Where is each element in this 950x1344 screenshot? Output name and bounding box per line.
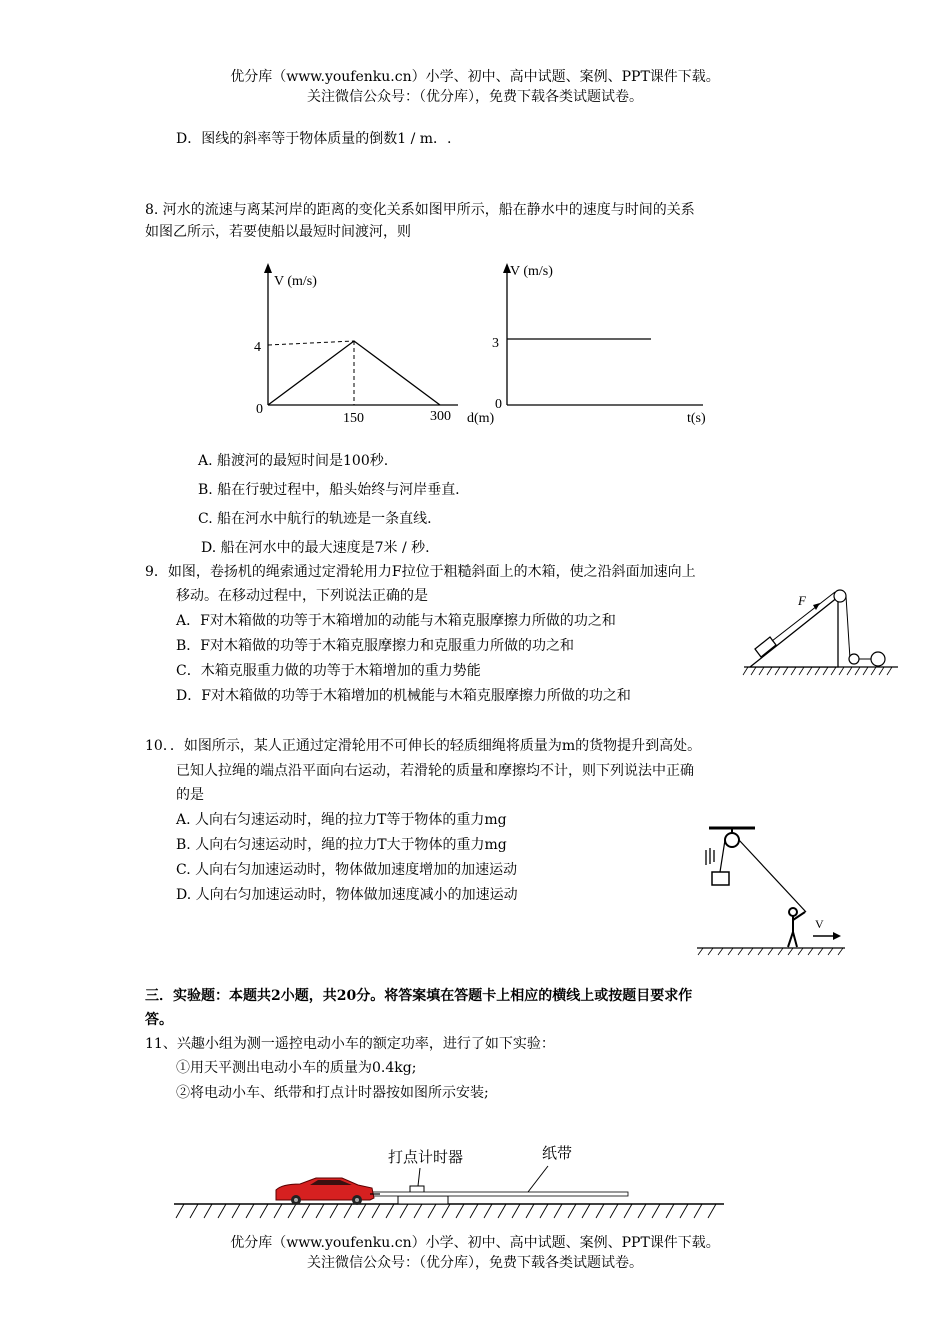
- q10-stem-1: 10．．如图所示，某人正通过定滑轮用不可伸长的轻质细绳将质量为m的货物提升到高处。: [145, 738, 702, 754]
- q8-graph-a: [240, 255, 510, 435]
- velocity-arrowhead: [833, 932, 841, 940]
- q9-stem-1: 9．如图，卷扬机的绳索通过定滑轮用力F拉位于粗糙斜面上的木箱，使之沿斜面加速向上: [145, 564, 696, 580]
- q9-option-d: D．F对木箱做的功等于木箱增加的机械能与木箱克服摩擦力所做的功之和: [176, 688, 631, 704]
- timer-pointer: [418, 1168, 420, 1186]
- graph-a-ylabel: V (m/s): [274, 274, 317, 289]
- header-line-1: 优分库（www.youfenku.cn）小学、初中、高中试题、案例、PPT课件下载。: [230, 69, 720, 85]
- track-hatch: [176, 1204, 716, 1218]
- velocity-label: V: [815, 917, 824, 931]
- rope-to-cargo: [720, 840, 725, 872]
- q8-option-d: D. 船在河水中的最大速度是7米 / 秒.: [201, 540, 430, 556]
- winch-wheel: [871, 652, 885, 666]
- q11-step-2: ②将电动小车、纸带和打点计时器按如图所示安装;: [176, 1085, 489, 1101]
- q9-incline-figure: [742, 585, 902, 677]
- q7-option-d: D．图线的斜率等于物体质量的倒数1 / m．.: [176, 131, 452, 147]
- q9-option-a: A．F对木箱做的功等于木箱增加的动能与木箱克服摩擦力所做的功之和: [176, 613, 616, 629]
- q11-setup-figure: [170, 1138, 730, 1224]
- floor-hatch: [698, 948, 843, 955]
- graph-a-origin: 0: [256, 402, 263, 417]
- pulley: [834, 590, 846, 602]
- force-label: F: [798, 593, 806, 608]
- paper-tape: [370, 1192, 628, 1196]
- force-arrow: [813, 603, 820, 610]
- graph-b-origin: 0: [495, 397, 502, 412]
- q10-option-b: B. 人向右匀速运动时，绳的拉力T大于物体的重力mg: [176, 837, 507, 853]
- hanging-figure: [706, 848, 714, 865]
- graph-a-xlabel: d(m): [467, 411, 495, 426]
- q10-stem-3: 的是: [176, 787, 204, 803]
- q8-graph-b: [485, 255, 725, 435]
- q10-pulley-figure: [695, 820, 855, 965]
- label-timer: 打点计时器: [388, 1150, 464, 1166]
- q10-stem-2: 已知人拉绳的端点沿平面向右运动，若滑轮的质量和摩擦均不计，则下列说法中正确: [176, 763, 694, 779]
- electric-car: [276, 1178, 380, 1205]
- header-line-2: 关注微信公众号：（优分库），免费下载各类试题试卷。: [307, 89, 643, 105]
- incline: [750, 597, 838, 667]
- section3-title-1: 三．实验题：本题共2小题，共20分。将答案填在答题卡上相应的横线上或按题目要求作: [145, 988, 693, 1004]
- graph-b-ytick: 3: [492, 336, 499, 351]
- pulley-wheel: [725, 833, 739, 847]
- q8-option-c: C. 船在河水中航行的轨迹是一条直线.: [198, 511, 432, 527]
- q8-stem-1: 8. 河水的流速与离某河岸的距离的变化关系如图甲所示，船在静水中的速度与时间的关系: [145, 202, 695, 218]
- q9-stem-2: 移动。在移动过程中，下列说法正确的是: [176, 588, 428, 604]
- q8-stem-2: 如图乙所示，若要使船以最短时间渡河，则: [145, 224, 411, 240]
- q8-option-b: B. 船在行驶过程中，船头始终与河岸垂直.: [198, 482, 460, 498]
- person-figure: [788, 908, 805, 947]
- label-tape: 纸带: [542, 1146, 573, 1162]
- footer-line-2: 关注微信公众号：（优分库），免费下载各类试题试卷。: [307, 1255, 643, 1271]
- graph-a-xtick-300: 300: [430, 409, 451, 424]
- cargo-box: [712, 872, 729, 885]
- graph-a-xtick-150: 150: [343, 411, 364, 426]
- q9-option-c: C．木箱克服重力做的功等于木箱增加的重力势能: [176, 663, 481, 679]
- winch-drum: [849, 654, 859, 664]
- graph-a-y-arrow: [264, 263, 272, 273]
- graph-b-ylabel: V (m/s): [510, 264, 553, 279]
- q8-option-a: A. 船渡河的最短时间是100秒.: [198, 453, 389, 469]
- q10-option-a: A. 人向右匀速运动时，绳的拉力T等于物体的重力mg: [176, 812, 507, 828]
- rope-down: [846, 596, 850, 659]
- q11-step-1: ①用天平测出电动小车的质量为0.4kg;: [176, 1060, 417, 1076]
- graph-a-ytick: 4: [254, 340, 261, 355]
- footer-line-1: 优分库（www.youfenku.cn）小学、初中、高中试题、案例、PPT课件下载。: [230, 1235, 720, 1251]
- ground-hatch: [743, 667, 892, 675]
- q11-stem: 11、兴趣小组为测一遥控电动小车的额定功率，进行了如下实验：: [145, 1036, 555, 1052]
- q10-option-c: C. 人向右匀加速运动时，物体做加速度增加的加速运动: [176, 862, 518, 878]
- tape-pointer: [528, 1166, 548, 1192]
- section3-title-2: 答。: [145, 1012, 173, 1028]
- rope-to-person: [739, 840, 806, 912]
- graph-a-dash-h: [268, 341, 354, 345]
- timer-base: [398, 1196, 448, 1204]
- q10-option-d: D. 人向右匀加速运动时，物体做加速度减小的加速运动: [176, 887, 518, 903]
- graph-b-xlabel: t(s): [687, 411, 706, 426]
- q9-option-b: B．F对木箱做的功等于木箱克服摩擦力和克服重力所做的功之和: [176, 638, 575, 654]
